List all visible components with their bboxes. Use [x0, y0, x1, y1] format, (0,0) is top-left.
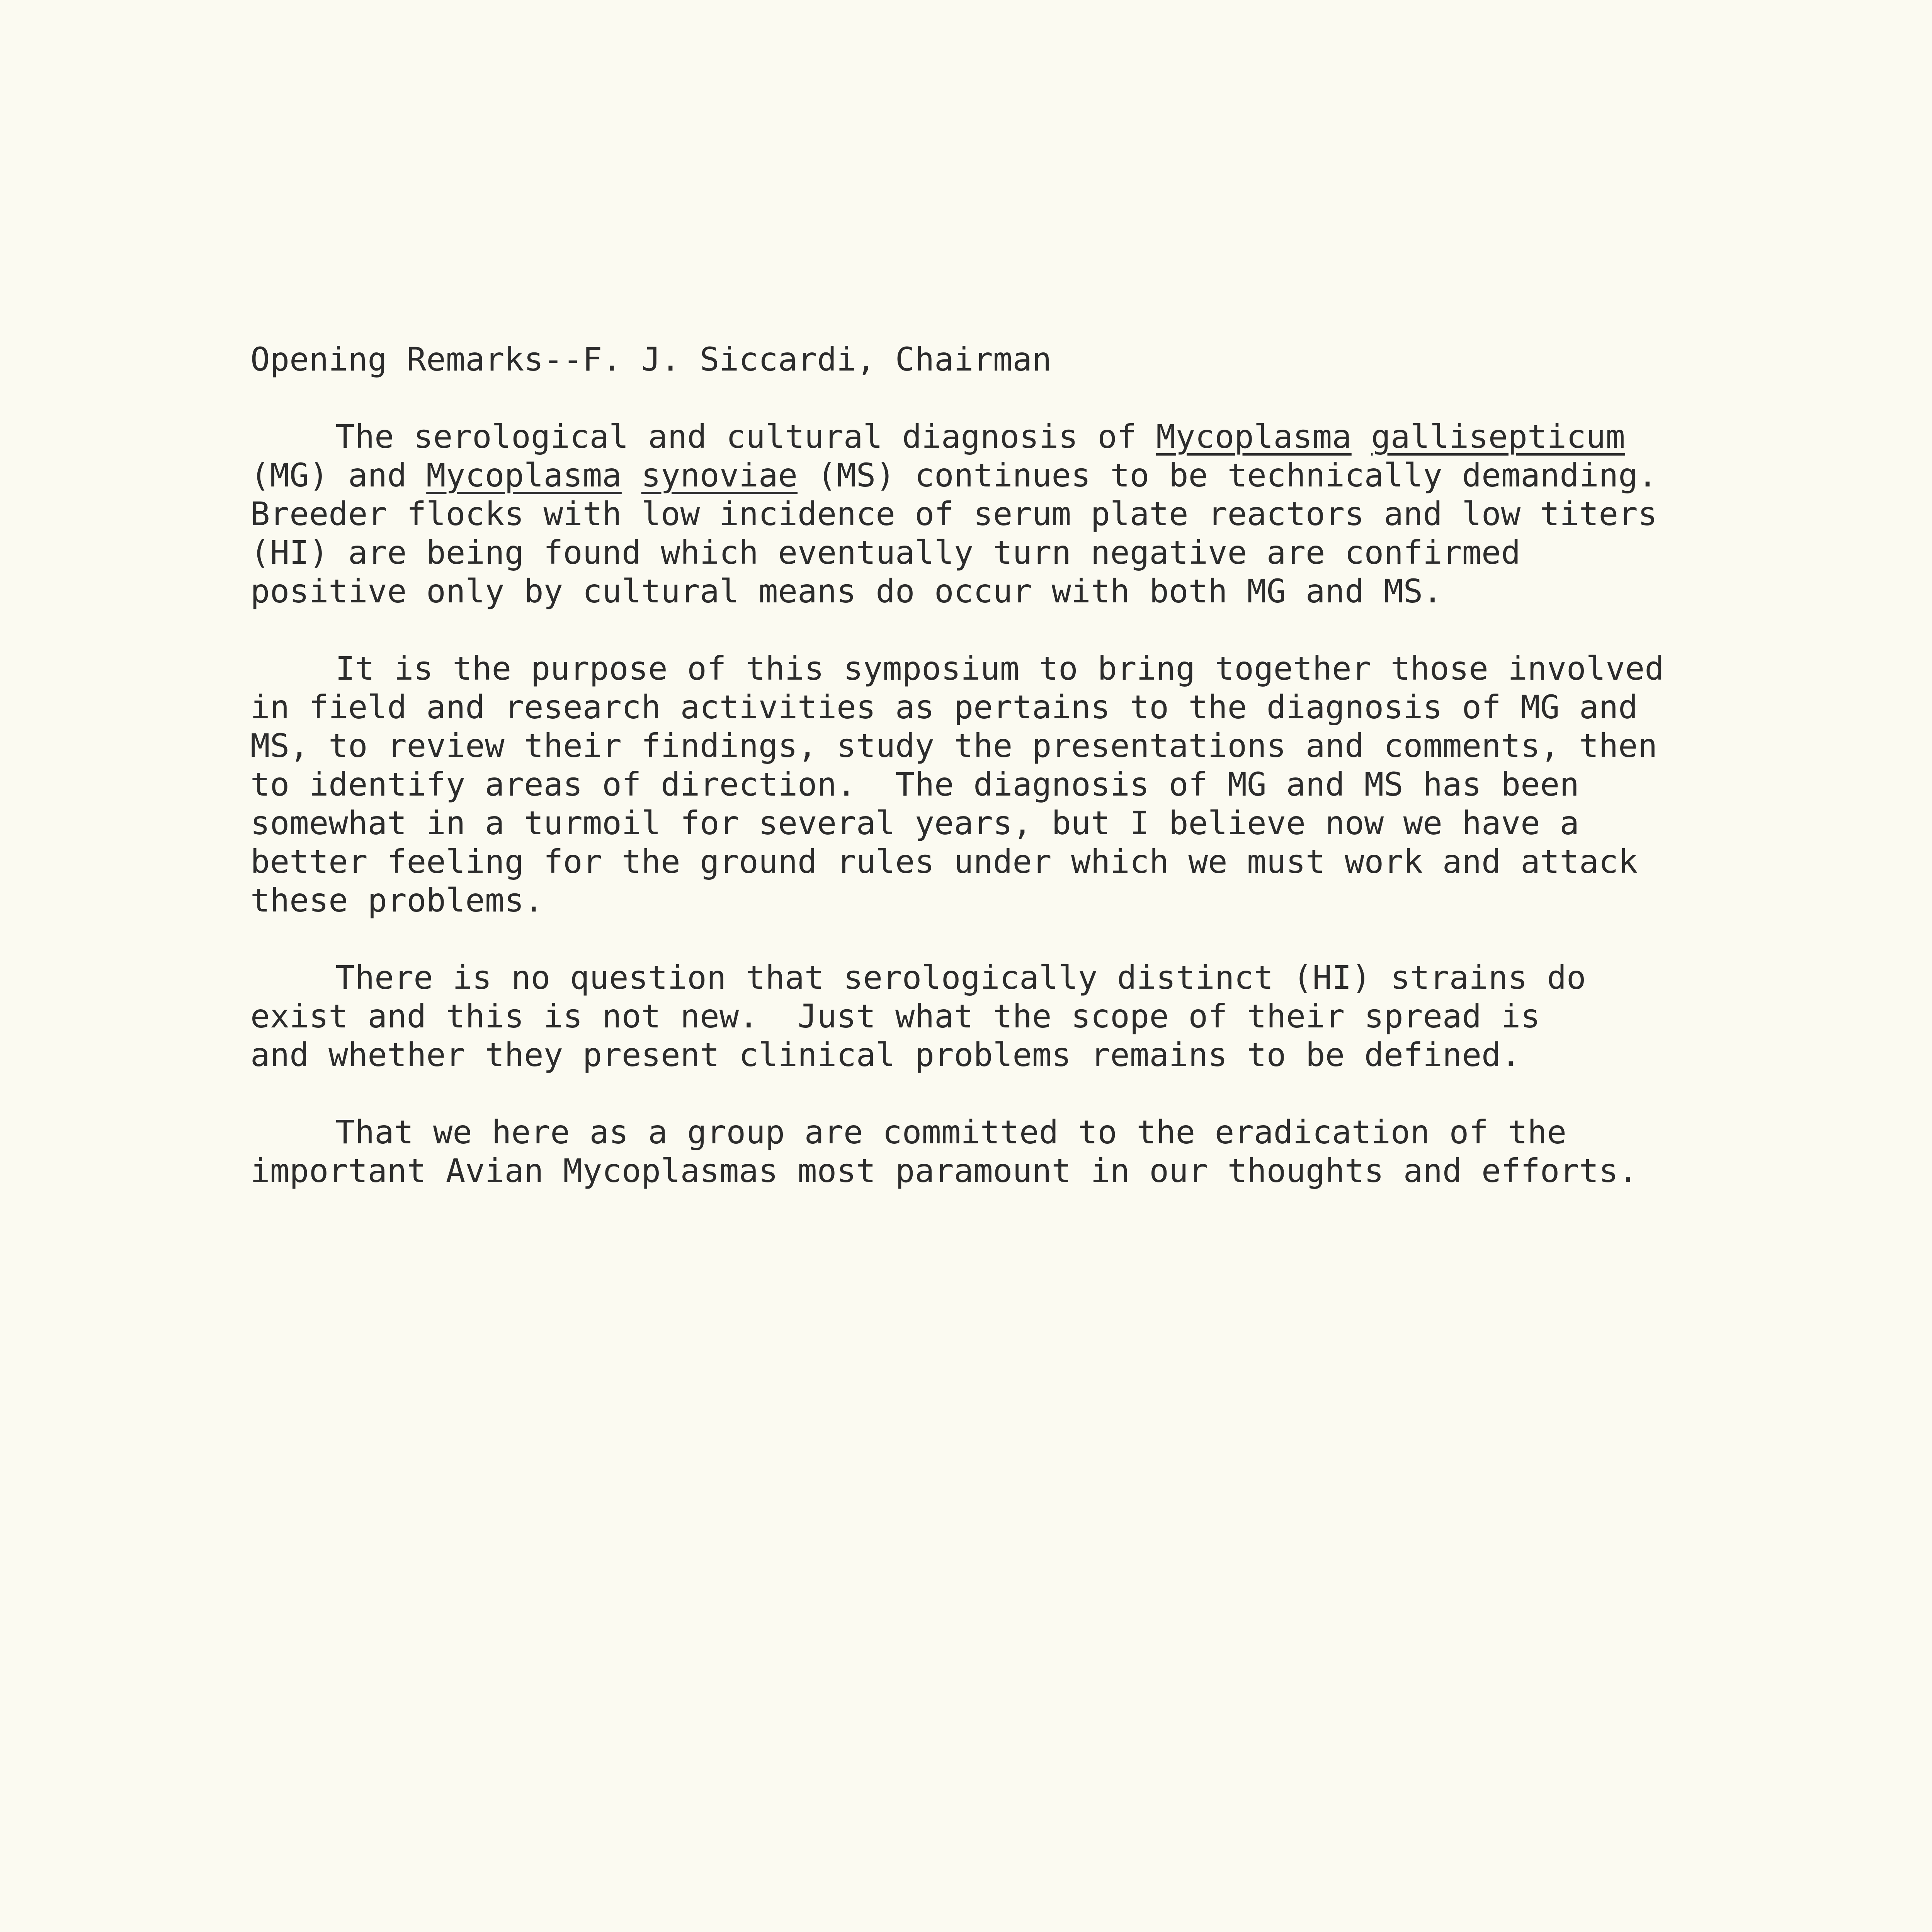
paragraph-line: these problems. — [250, 881, 544, 919]
paragraph-line — [250, 456, 1765, 495]
paragraph-line: important Avian Mycoplasmas most paramount in our thoughts and efforts. — [250, 1152, 1638, 1190]
paragraph-strains — [250, 958, 1765, 1074]
paragraph-line: in field and research activities as pertains to the diagnosis of MG and — [250, 688, 1638, 726]
paragraph-intro — [250, 417, 1765, 611]
paragraph-line: positive only by cultural means do occur with both MG and MS. — [250, 572, 1442, 610]
paragraph-purpose — [250, 649, 1765, 920]
species-name-genus: Mycoplasma — [426, 456, 622, 494]
text-span: (MS) continues to be technically demanding. — [798, 456, 1658, 494]
paragraph-line: (HI) are being found which eventually turn negative are confirmed — [250, 534, 1521, 571]
text-span: The serological and cultural diagnosis of — [335, 418, 1156, 456]
document-heading: Opening Remarks--F. J. Siccardi, Chairman — [250, 340, 1052, 378]
text-span: That we here as a group are committed to the eradication of the — [335, 1113, 1567, 1151]
paragraph-line — [250, 1113, 1765, 1151]
paragraph-line: Breeder flocks with low incidence of serum plate reactors and low titers — [250, 495, 1658, 533]
paragraph-line — [250, 649, 1765, 688]
paragraph-line — [250, 958, 1765, 997]
paragraph-line: and whether they present clinical problems remains to be defined. — [250, 1036, 1521, 1074]
paragraph-line: somewhat in a turmoil for several years, but I believe now we have a — [250, 804, 1579, 842]
paragraph-spacer — [250, 379, 1765, 417]
paragraph-line: MS, to review their findings, study the presentations and comments, then — [250, 727, 1658, 765]
species-name-epithet: synoviae — [641, 456, 798, 494]
text-space — [622, 456, 641, 494]
paragraph-line: better feeling for the ground rules under which we must work and attack — [250, 843, 1638, 881]
text-span: (MG) and — [250, 456, 427, 494]
text-space — [1352, 418, 1371, 456]
species-name-epithet: gallisepticum — [1371, 418, 1625, 456]
text-span: There is no question that serologically distinct (HI) strains do — [335, 959, 1586, 997]
paragraph-spacer — [250, 611, 1765, 649]
paragraph-spacer — [250, 920, 1765, 958]
paragraph-spacer — [250, 1074, 1765, 1113]
paragraph-line — [250, 417, 1765, 456]
document-body — [250, 340, 1765, 1190]
paragraph-line: to identify areas of direction. The diagnosis of MG and MS has been — [250, 765, 1579, 803]
paragraph-commitment — [250, 1113, 1765, 1190]
text-span: It is the purpose of this symposium to bring together those involved — [335, 650, 1664, 687]
paragraph-line: exist and this is not new. Just what the scope of their spread is — [250, 997, 1540, 1035]
species-name-genus: Mycoplasma — [1156, 418, 1352, 456]
